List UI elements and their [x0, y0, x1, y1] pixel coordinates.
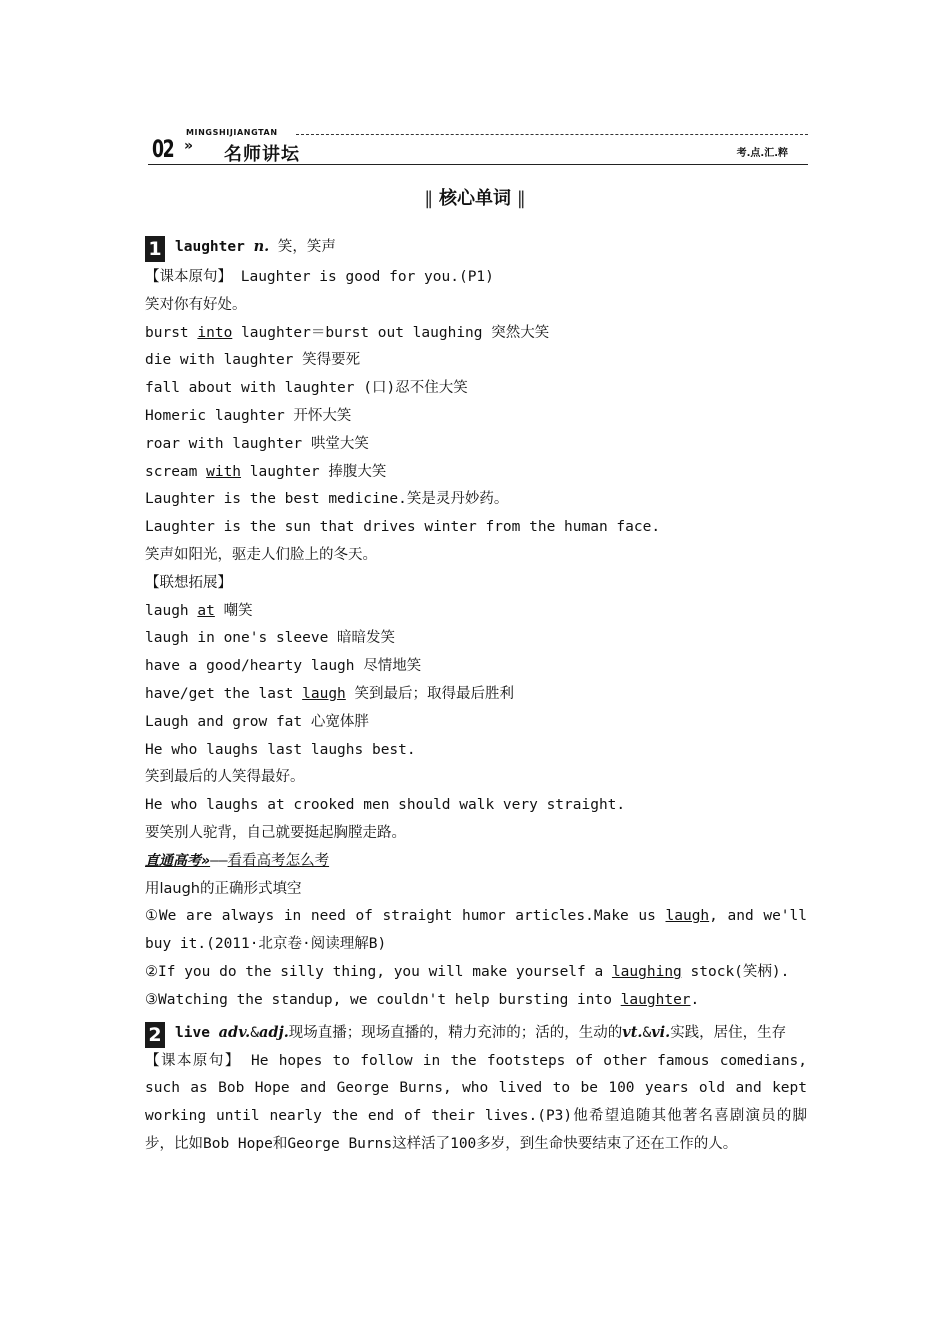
- line-text: 【联想拓展】: [145, 574, 232, 591]
- line-text: die with laughter 笑得要死: [145, 352, 361, 369]
- part-of-speech-adj: adj.: [258, 1023, 289, 1041]
- line-text: Laughter is the sun that drives winter from the human face.: [145, 519, 661, 536]
- line-text: He who laughs last laughs best.: [145, 741, 416, 758]
- line-text: 笑声如阳光，驱走人们脸上的冬天。: [145, 546, 377, 563]
- headword-meaning: 笑，笑声: [277, 239, 336, 255]
- line-text: roar with laughter 哄堂大笑: [145, 435, 369, 452]
- entry-index-badge-2: 2: [145, 1022, 165, 1048]
- chapter-header: [148, 128, 808, 168]
- line-text: have/get the last: [145, 685, 303, 702]
- entry1-line: [145, 320, 807, 348]
- header-number: 02: [152, 135, 174, 163]
- entry1-lines: [145, 264, 807, 848]
- textbook-sentence-label: 【课本原句】: [145, 1052, 241, 1069]
- underlined-answer: laugh: [302, 685, 346, 702]
- headword: laughter: [175, 239, 245, 255]
- line-text-rest: 嘲笑: [214, 602, 253, 619]
- entry1-line: [145, 625, 807, 653]
- zhitong-label: 直通高考: [145, 852, 201, 869]
- headword-2-meaning-2: 实践，居住，生存: [670, 1024, 787, 1041]
- entry1-line: [145, 459, 807, 487]
- entry1-line: [145, 598, 807, 626]
- exercise-1-rest: , and we'll buy it.(2011·北京卷·阅读理解B): [145, 908, 807, 953]
- exercise-2-rest: stock(笑柄).: [681, 963, 790, 980]
- line-text: Laugh and grow fat 心宽体胖: [145, 713, 369, 730]
- exercise-2: [145, 959, 807, 987]
- line-text: scream: [145, 463, 207, 480]
- entry1-line: [145, 264, 807, 292]
- title-bar-right-icon: ‖: [511, 188, 526, 209]
- pos-ampersand-2: &: [642, 1024, 652, 1041]
- line-text-rest: laughter＝burst out laughing 突然大笑: [232, 324, 550, 341]
- line-text: Laughter is the best medicine.笑是灵丹妙药。: [145, 491, 509, 508]
- line-text: Homeric laughter 开怀大笑: [145, 407, 352, 424]
- entry1-line: [145, 709, 807, 737]
- exercise-2-answer: laughing: [611, 963, 682, 980]
- entry1-line: [145, 570, 807, 598]
- line-text: laugh in one's sleeve 暗暗发笑: [145, 630, 396, 647]
- entry1-line: [145, 764, 807, 792]
- exercise-3-answer: laughter: [620, 991, 691, 1008]
- entry1-line: [145, 431, 807, 459]
- underlined-answer: at: [197, 602, 215, 619]
- part-of-speech-adv: adv.: [218, 1023, 251, 1041]
- line-text: 要笑别人驼背，自己就要挺起胸膛走路。: [145, 824, 406, 841]
- main-content: [145, 230, 807, 1159]
- entry-index-badge: 1: [145, 236, 165, 262]
- entry1-line: [145, 542, 807, 570]
- part-of-speech-vt: vt.: [622, 1023, 643, 1041]
- zhitong-text: 看看高考怎么考: [227, 852, 330, 869]
- entry1-line: [145, 403, 807, 431]
- exercise-3-rest: .: [690, 991, 700, 1008]
- line-text: burst: [145, 324, 198, 341]
- underlined-answer: into: [197, 324, 233, 341]
- exercise-intro: 用laugh的正确形式填空: [145, 880, 302, 897]
- section-title: [0, 184, 950, 210]
- zhitong-dash: ——: [210, 852, 228, 869]
- header-dotted-rule: [296, 134, 808, 135]
- header-arrow-icon: »: [184, 138, 194, 154]
- header-rule: [148, 164, 808, 165]
- entry1-line: [145, 792, 807, 820]
- line-text-rest: 笑到最后；取得最后胜利: [345, 685, 515, 702]
- underlined-answer: with: [206, 463, 242, 480]
- exercise-2-text: ②If you do the silly thing, you will make yourself a: [145, 963, 612, 980]
- entry1-line: [145, 514, 807, 542]
- line-text: 笑对你有好处。: [145, 296, 247, 313]
- line-text: fall about with laughter (口)忍不住大笑: [145, 380, 468, 397]
- exercise-1-answer: laugh: [665, 908, 710, 925]
- entry1-line: [145, 681, 807, 709]
- entry-heading-1: [145, 230, 807, 264]
- headword-2: live: [175, 1024, 210, 1041]
- line-text: 【课本原句】 Laughter is good for you.(P1): [145, 269, 494, 285]
- entry1-line: [145, 347, 807, 375]
- exercise-3: [145, 987, 807, 1015]
- title-bar-left-icon: ‖: [424, 188, 439, 209]
- exercise-3-text: ③Watching the standup, we couldn't help bursting into: [145, 991, 621, 1008]
- part-of-speech: n.: [253, 238, 270, 255]
- zhitong-heading: [145, 848, 807, 876]
- textbook-sentence-text: He hopes to follow in the footsteps of other famous comedians, such as Bob Hope and George Burns, who lived to be 100 years old and kept working until nearly the end of their lives.(P3)他希望追随其他著名喜剧演员的脚步，比如Bob Hope和George Burns这样活了100多岁，到生命快要结束了还在工作的人。: [145, 1052, 808, 1152]
- pos-ampersand: &: [250, 1024, 259, 1041]
- entry1-line: [145, 292, 807, 320]
- entry1-line: [145, 820, 807, 848]
- section-title-text: 核心单词: [439, 188, 511, 209]
- header-title: 名师讲坛: [224, 144, 300, 165]
- headword-2-meaning: 现场直播；现场直播的，精力充沛的；活的，生动的: [288, 1024, 623, 1041]
- line-text: 笑到最后的人笑得最好。: [145, 769, 305, 786]
- line-text-rest: laughter 捧腹大笑: [241, 463, 387, 480]
- line-text: laugh: [145, 602, 198, 619]
- entry1-line: [145, 486, 807, 514]
- entry-heading-2: [145, 1019, 807, 1048]
- exercise-1-text: ①We are always in need of straight humor articles.Make us: [145, 908, 666, 925]
- line-text: He who laughs at crooked men should walk very straight.: [145, 797, 626, 814]
- header-right-label: 考.点.汇.粹: [736, 148, 788, 159]
- textbook-sentence-2: [145, 1048, 807, 1159]
- zhitong-arrow-icon: »: [201, 852, 211, 869]
- header-pinyin: MINGSHIJIANGTAN: [186, 128, 278, 137]
- entry1-line: [145, 653, 807, 681]
- line-text: have a good/hearty laugh 尽情地笑: [145, 658, 422, 675]
- entry1-line: [145, 375, 807, 403]
- exercise-1: [145, 903, 807, 959]
- part-of-speech-vi: vi.: [651, 1023, 671, 1041]
- entry1-line: [145, 737, 807, 765]
